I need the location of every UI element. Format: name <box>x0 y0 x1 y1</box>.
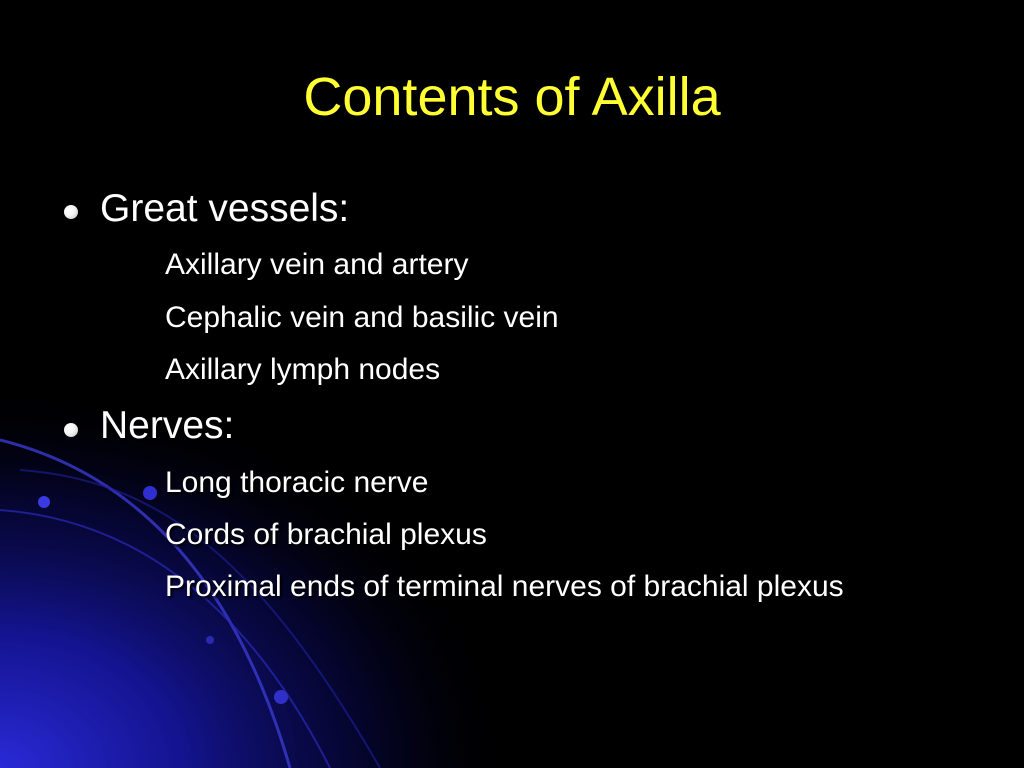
list-item: Cephalic vein and basilic vein <box>165 301 559 334</box>
list-item: Proximal ends of terminal nerves of brachial plexus <box>165 570 844 603</box>
list-item: Cords of brachial plexus <box>165 518 487 551</box>
list-item: Long thoracic nerve <box>165 466 429 499</box>
bullet-dot-icon <box>64 202 84 222</box>
section-heading: Great vessels: <box>100 187 350 230</box>
bullet-dot-icon <box>64 420 84 440</box>
slide-title: Contents of Axilla <box>303 67 721 127</box>
list-item: Axillary lymph nodes <box>165 353 441 386</box>
list-item: Axillary vein and artery <box>165 248 469 281</box>
section-heading: Nerves: <box>100 404 235 447</box>
